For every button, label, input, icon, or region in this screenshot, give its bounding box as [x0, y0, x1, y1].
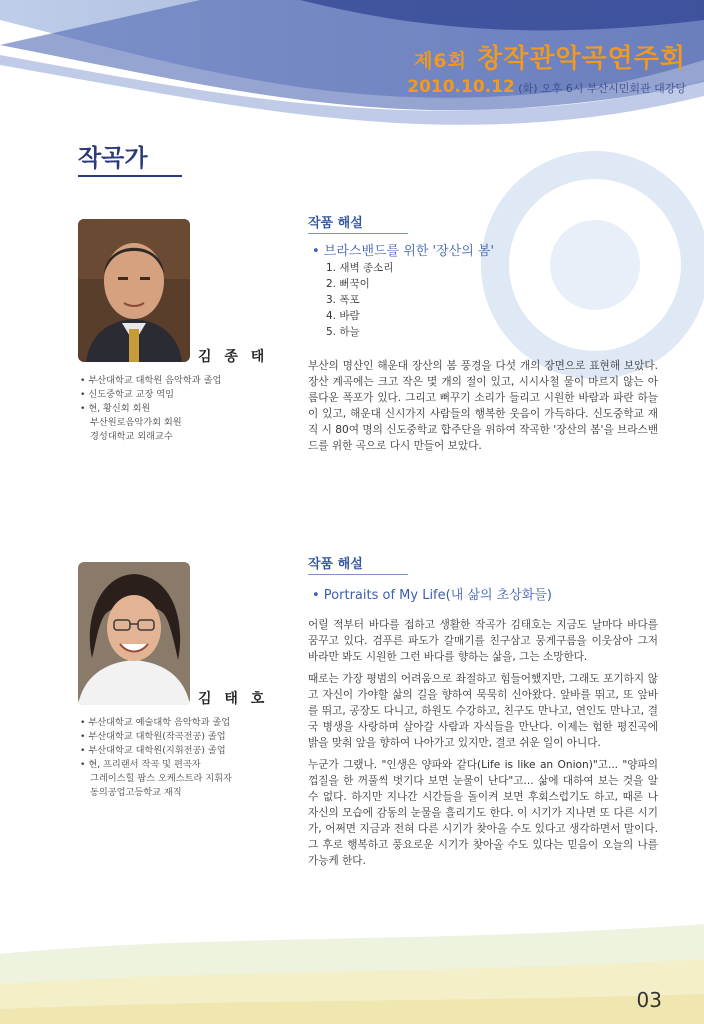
description-paragraph: 어릴 적부터 바다를 접하고 생활한 작곡가 김태호는 지금도 날마다 바다를 꿈꾸고 있다. 검푸른 파도가 갈매기를 친구삼고 뭉게구름을 이웃삼아 그저 바라만 봐도 시원한 그런 바다를 향하는 삶을, 그는 소망한다. [308, 619, 658, 663]
description-paragraph: 누군가 그랬나. "인생은 양파와 같다(Life is like an Onion)"고... "양파의 껍질을 한 꺼풀씩 벗기다 보면 눈물이 난다"고... 삶에 대하여 보는 것을 알 수 없다. 하지만 지나간 시간들을 돌이켜 보면 후회스럽기도 하고, 때론 나 자신의 모습에 감동의 눈물을 흘리기도 한다. 이 시기가 지나면 또 다른 시기가, 어쩌면 지금과 전혀 다른 시기가 찾아올 수도 있다고 생각하면서 말이다. 그 후로 행복하고 풍요로운 시기가 찾아올 수도 있다는 믿음이 오늘의 나를 가능케 한다. [308, 759, 658, 867]
event-title-prefix: 제6회 [414, 50, 467, 72]
event-title-main: 창작관악곡연주회 [477, 44, 686, 74]
work-title-2: • Portraits of My Life(내 삶의 초상화들) [312, 588, 552, 603]
movement-item: 2. 뻐꾹이 [326, 278, 370, 290]
commentary-divider-2 [308, 574, 408, 575]
composer-bio-1 [80, 374, 280, 444]
bio-item: 부산원로음악가회 회원 [90, 417, 182, 428]
movement-item: 3. 폭포 [326, 294, 360, 306]
page-number: 03 [636, 988, 662, 1012]
description-paragraph: 부산의 명산인 해운대 장산의 봄 풍경을 다섯 개의 장면으로 표현해 보았다. 장산 계곡에는 크고 작은 몇 개의 절이 있고, 시시사철 물이 마르지 않는 아름다운 폭포가 있다. 그리고 뻐꾸기 소리가 들리고 시원한 바람과 파란 하늘이 있고, 해운대 신시가지 사람들의 행복한 웃음이 가득하다. 신도중학교 재직 시 80여 명의 신도중학교 합주단을 위하여 작곡한 '장산의 봄'을 브라스밴드를 위한 곡으로 다시 만들어 보았다. [308, 360, 658, 452]
bio-item: 동의공업고등학교 재직 [90, 787, 182, 798]
work-title-1: • 브라스밴드를 위한 '장산의 봄' [312, 244, 495, 259]
bio-item: • 부산대학교 대학원(작곡전공) 졸업 [80, 731, 226, 742]
event-date-line [407, 77, 686, 97]
event-date: 2010.10.12 [407, 77, 515, 97]
work-description-2 [308, 617, 658, 875]
commentary-label-2: 작품 해설 [308, 557, 363, 572]
commentary-divider-1 [308, 233, 408, 234]
bio-item: 그레이스힐 팝스 오케스트라 지휘자 [90, 773, 232, 784]
movement-item: 4. 바람 [326, 310, 360, 322]
event-time-venue: (화) 오후 6시 부산시민회관 대강당 [518, 82, 686, 95]
footer-wave-band [0, 914, 704, 1024]
composer-name-2: 김 태 호 [198, 691, 269, 707]
work-description-1 [308, 358, 658, 460]
composer-photo-2 [78, 562, 190, 705]
event-title [407, 38, 686, 75]
movement-item: 1. 새벽 종소리 [326, 262, 394, 274]
composer-photo-1 [78, 219, 190, 362]
section-heading: 작곡가 [78, 144, 148, 172]
decorative-emblem [470, 140, 704, 390]
bio-item: • 부산대학교 예술대학 음악학과 졸업 [80, 717, 231, 728]
event-title-block [407, 38, 686, 97]
movement-item: 5. 하늘 [326, 326, 360, 338]
movement-list [326, 260, 393, 340]
bio-item: • 신도중학교 교장 역임 [80, 389, 175, 400]
composer-name-1: 김 종 태 [198, 349, 269, 365]
bio-item: • 부산대학교 대학원 음악학과 졸업 [80, 375, 222, 386]
composer-bio-2 [80, 716, 280, 800]
description-paragraph: 때로는 가장 평범의 어려움으로 좌절하고 힘들어했지만, 그래도 포기하지 않고 자신이 가야할 삶의 길을 향하여 묵묵히 신아왔다. 앞바를 뛰고, 또 앞바를 뛰고, 공장도 다니고, 하원도 수강하고, 친구도 만나고, 연인도 만나고, 결국 병생을 사랑하며 살아갈 사람과 자식들을 만난다. 이제는 험한 평진곡에 밝을 맞춰 앞을 향하여 나아가고 있지만, 결코 쉬운 일이 아니다. [308, 673, 658, 749]
bio-item: 경성대학교 외래교수 [90, 431, 173, 442]
heading-underline [78, 175, 182, 177]
bio-item: • 부산대학교 대학원(지휘전공) 졸업 [80, 745, 226, 756]
bio-item: • 현, 프리랜서 작곡 및 편곡자 [80, 759, 201, 770]
bio-item: • 현, 황신회 회원 [80, 403, 151, 414]
commentary-label-1: 작품 해설 [308, 216, 363, 231]
